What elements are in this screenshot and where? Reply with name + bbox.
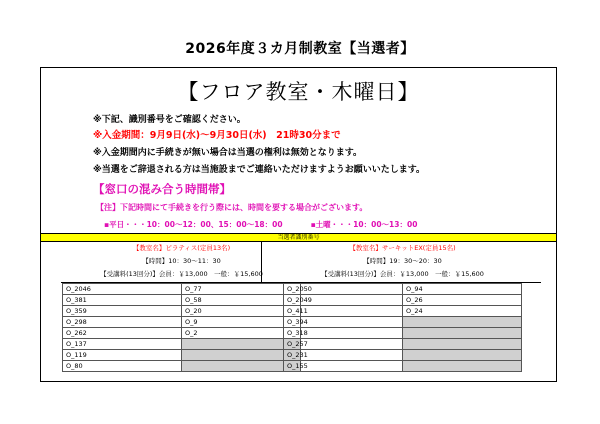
winner-id: O_58 — [182, 295, 301, 306]
winner-id: O_24 — [403, 306, 522, 317]
class-name: 【教室名】サーキットEX(定員15名) — [349, 244, 456, 252]
class-column-pilates — [62, 242, 301, 372]
class-name: 【教室名】ピラティス(定員13名) — [132, 244, 231, 252]
table-row — [284, 339, 522, 350]
winner-id: O_2046 — [63, 284, 182, 295]
table-row — [284, 306, 522, 317]
winner-id-band: 当選者識別番号 — [41, 233, 556, 242]
winner-id: O_77 — [182, 284, 301, 295]
table-row — [284, 350, 522, 361]
winner-id: O_119 — [63, 350, 182, 361]
winner-id: O_137 — [63, 339, 182, 350]
table-row — [63, 284, 301, 295]
class-fee: 【受講料(13回分)】会員：￥13,000 一般：￥15,600 — [321, 270, 484, 278]
winner-id: O_262 — [63, 328, 182, 339]
table-row — [63, 328, 301, 339]
class-column-circuit — [283, 242, 522, 372]
winner-id: O_318 — [284, 328, 403, 339]
caution-line: 【注】下記時間にて手続きを行う際には、時間を要する場合がございます。 — [96, 203, 368, 212]
winner-id: O_80 — [63, 361, 182, 372]
empty-cell — [403, 328, 522, 339]
notice-line-invalid: ※入金期間内に手続きが無い場合は当選の権利は無効となります。 — [93, 148, 363, 158]
busy-hours-heading: 【窓口の混み合う時間帯】 — [93, 182, 231, 196]
table-row — [63, 295, 301, 306]
class-time: 【時間】10：30〜11：30 — [142, 257, 221, 265]
winner-table — [283, 283, 522, 372]
class-fee: 【受講料(13回分)】会員：￥13,000 一般：￥15,600 — [100, 270, 263, 278]
winner-id: O_411 — [284, 306, 403, 317]
winner-id: O_231 — [284, 350, 403, 361]
classes-section — [41, 242, 556, 381]
winner-id: O_381 — [63, 295, 182, 306]
winner-id: O_94 — [403, 284, 522, 295]
winner-id: O_26 — [403, 295, 522, 306]
empty-cell — [403, 361, 522, 372]
winner-id: O_2049 — [284, 295, 403, 306]
table-row — [284, 328, 522, 339]
empty-cell — [403, 339, 522, 350]
class-info — [62, 242, 301, 283]
notice-line-check-id: ※下記、識別番号をご確認ください。 — [93, 115, 246, 125]
class-info — [283, 242, 522, 283]
table-row — [63, 361, 301, 372]
winner-id: O_359 — [63, 306, 182, 317]
winner-id: O_2050 — [284, 284, 403, 295]
table-row — [284, 317, 522, 328]
notice-section — [41, 68, 556, 231]
winner-id: O_298 — [63, 317, 182, 328]
class-time: 【時間】19：30〜20：30 — [363, 257, 442, 265]
winner-id: O_9 — [182, 317, 301, 328]
notice-line-payment-period: ※入金期間：9月9日(水)〜9月30日(水) 21時30分まで — [93, 130, 341, 141]
weekday-hours: ▪平日・・・10：00〜12：00、15：00〜18：00 — [104, 220, 283, 229]
table-row — [284, 284, 522, 295]
table-row — [63, 317, 301, 328]
room-title: 【フロア教室・木曜日】 — [177, 80, 420, 104]
winner-id: O_155 — [284, 361, 403, 372]
table-row — [63, 350, 301, 361]
document-title: 2026年度３カ月制教室【当選者】 — [185, 41, 415, 57]
table-row — [63, 306, 301, 317]
winner-id: O_257 — [284, 339, 403, 350]
table-row — [63, 339, 301, 350]
table-row — [284, 361, 522, 372]
saturday-hours: ▪土曜・・・10：00〜13：00 — [310, 220, 418, 229]
table-row — [284, 295, 522, 306]
winner-id: O_394 — [284, 317, 403, 328]
winner-table — [62, 283, 301, 372]
empty-cell — [403, 317, 522, 328]
winner-id: O_20 — [182, 306, 301, 317]
empty-cell — [403, 350, 522, 361]
notice-line-decline: ※当選をご辞退される方は当施設までご連絡いただけますようお願いいたします。 — [93, 165, 426, 175]
busy-hours-list — [104, 219, 417, 230]
winner-id: O_2 — [182, 328, 301, 339]
